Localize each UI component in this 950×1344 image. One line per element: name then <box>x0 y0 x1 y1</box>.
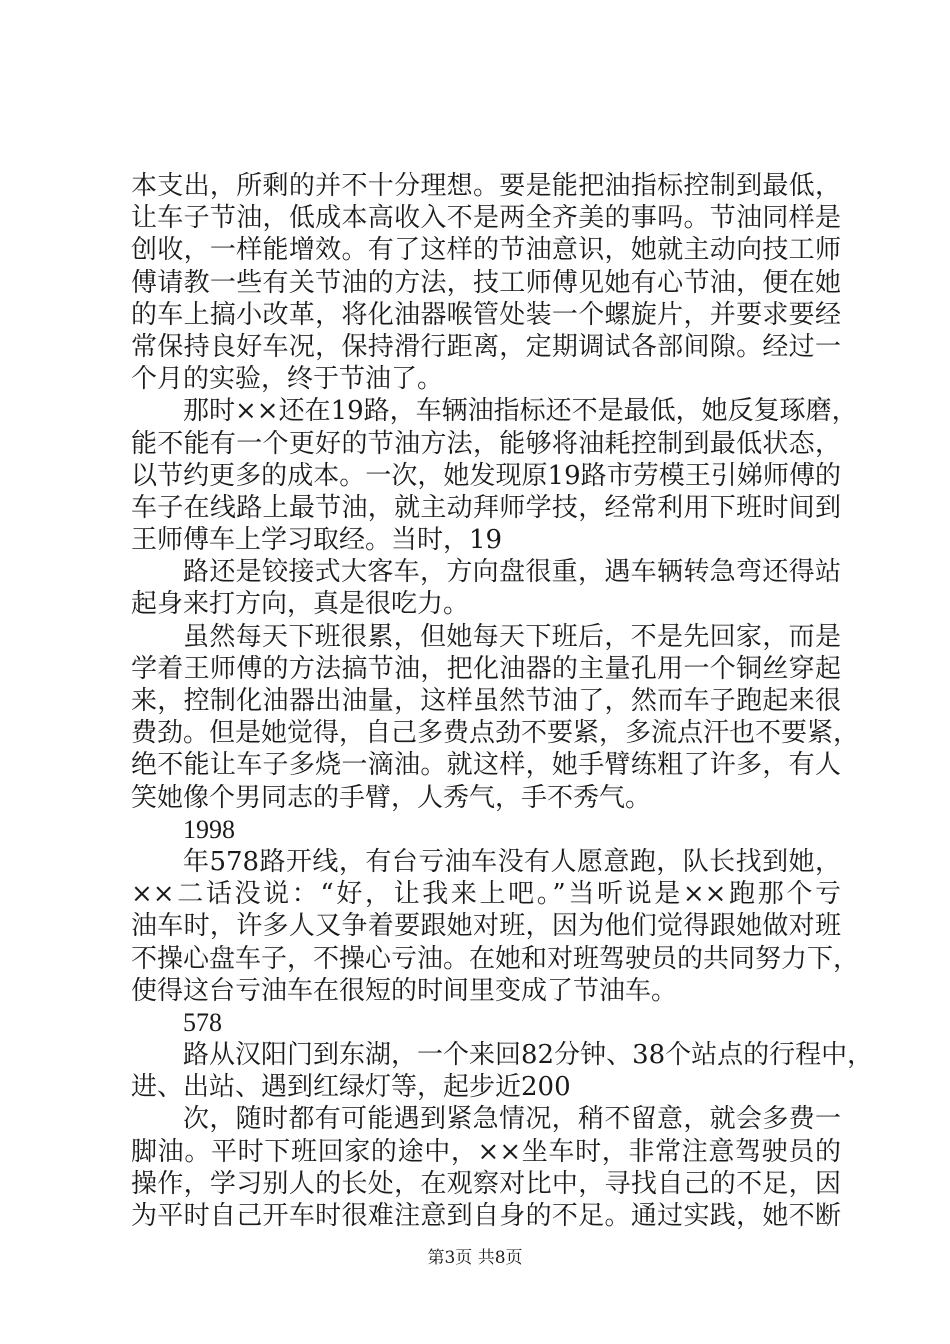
text-line: 的车上搞小改革，将化油器喉管处装一个螺旋片，并要求要经 <box>131 299 841 330</box>
text-line: 起身来打方向，真是很吃力。 <box>131 589 470 620</box>
text-line: 虽然每天下班很累，但她每天下班后，不是先回家，而是 <box>183 621 841 652</box>
text-line: 傅请教一些有关节油的方法，技工师傅见她有心节油，便在她 <box>131 267 841 298</box>
text-line: 1998 <box>183 814 235 844</box>
text-line: 进、出站、遇到红绿灯等，起步近200 <box>131 1072 571 1103</box>
text-line: 创收，一样能增效。有了这样的节油意识，她就主动向技工师 <box>131 235 841 266</box>
text-line: 本支出，所剩的并不十分理想。要是能把油指标控制到最低， <box>131 171 841 201</box>
text-line: 让车子节油，低成本高收入不是两全齐美的事吗。节油同样是 <box>131 203 841 234</box>
text-line: 以节约更多的成本。一次，她发现原19路市劳模王引娣师傅的 <box>131 460 841 491</box>
text-line: 学着王师傅的方法搞节油，把化油器的主量孔用一个铜丝穿起 <box>131 653 841 684</box>
text-line: ××二话没说：“好，让我来上吧。”当听说是××跑那个亏 <box>131 879 841 910</box>
text-line: 年578路开线，有台亏油车没有人愿意跑，队长找到她， <box>183 846 841 877</box>
text-line: 常保持良好车况，保持滑行距离，定期调试各部间隙。经过一 <box>131 331 841 362</box>
text-line: 路从汉阳门到东湖，一个来回82分钟、38个站点的行程中， <box>183 1040 874 1071</box>
text-line: 路还是铰接式大客车，方向盘很重，遇车辆转急弯还得站 <box>183 557 841 588</box>
text-line: 笑她像个男同志的手臂，人秀气，手不秀气。 <box>131 782 652 813</box>
text-line: 能不能有一个更好的节油方法，能够将油耗控制到最低状态， <box>131 428 841 459</box>
text-line: 操作，学习别人的长处，在观察对比中，寻找自己的不足，因 <box>131 1168 841 1199</box>
text-line: 次，随时都有可能遇到紧急情况，稍不留意，就会多费一 <box>183 1104 841 1135</box>
text-line: 油车时，许多人又争着要跟她对班，因为他们觉得跟她做对班 <box>131 911 841 942</box>
page-footer: 第3页 共8页 <box>427 1248 523 1268</box>
text-line: 为平时自己开车时很难注意到自身的不足。通过实践，她不断 <box>131 1201 841 1231</box>
text-line: 脚油。平时下班回家的途中，××坐车时，非常注意驾驶员的 <box>131 1136 841 1167</box>
text-line: 那时××还在19路，车辆油指标还不是最低，她反复琢磨， <box>183 396 858 427</box>
text-line: 绝不能让车子多烧一滴油。就这样，她手臂练粗了许多，有人 <box>131 750 841 781</box>
text-line: 不操心盘车子，不操心亏油。在她和对班驾驶员的共同努力下， <box>131 943 860 974</box>
text-line: 使得这台亏油车在很短的时间里变成了节油车。 <box>131 975 678 1006</box>
body-text <box>131 170 874 1232</box>
text-line: 王师傅车上学习取经。当时，19 <box>131 525 503 556</box>
text-line: 个月的实验，终于节油了。 <box>131 364 444 395</box>
text-line: 车子在线路上最节油，就主动拜师学技，经常利用下班时间到 <box>131 492 841 523</box>
text-line: 费劲。但是她觉得，自己多费点劲不要紧，多流点汗也不要紧， <box>131 718 860 749</box>
text-line: 578 <box>183 1007 222 1037</box>
text-line: 来，控制化油器出油量，这样虽然节油了，然而车子跑起来很 <box>131 686 841 716</box>
